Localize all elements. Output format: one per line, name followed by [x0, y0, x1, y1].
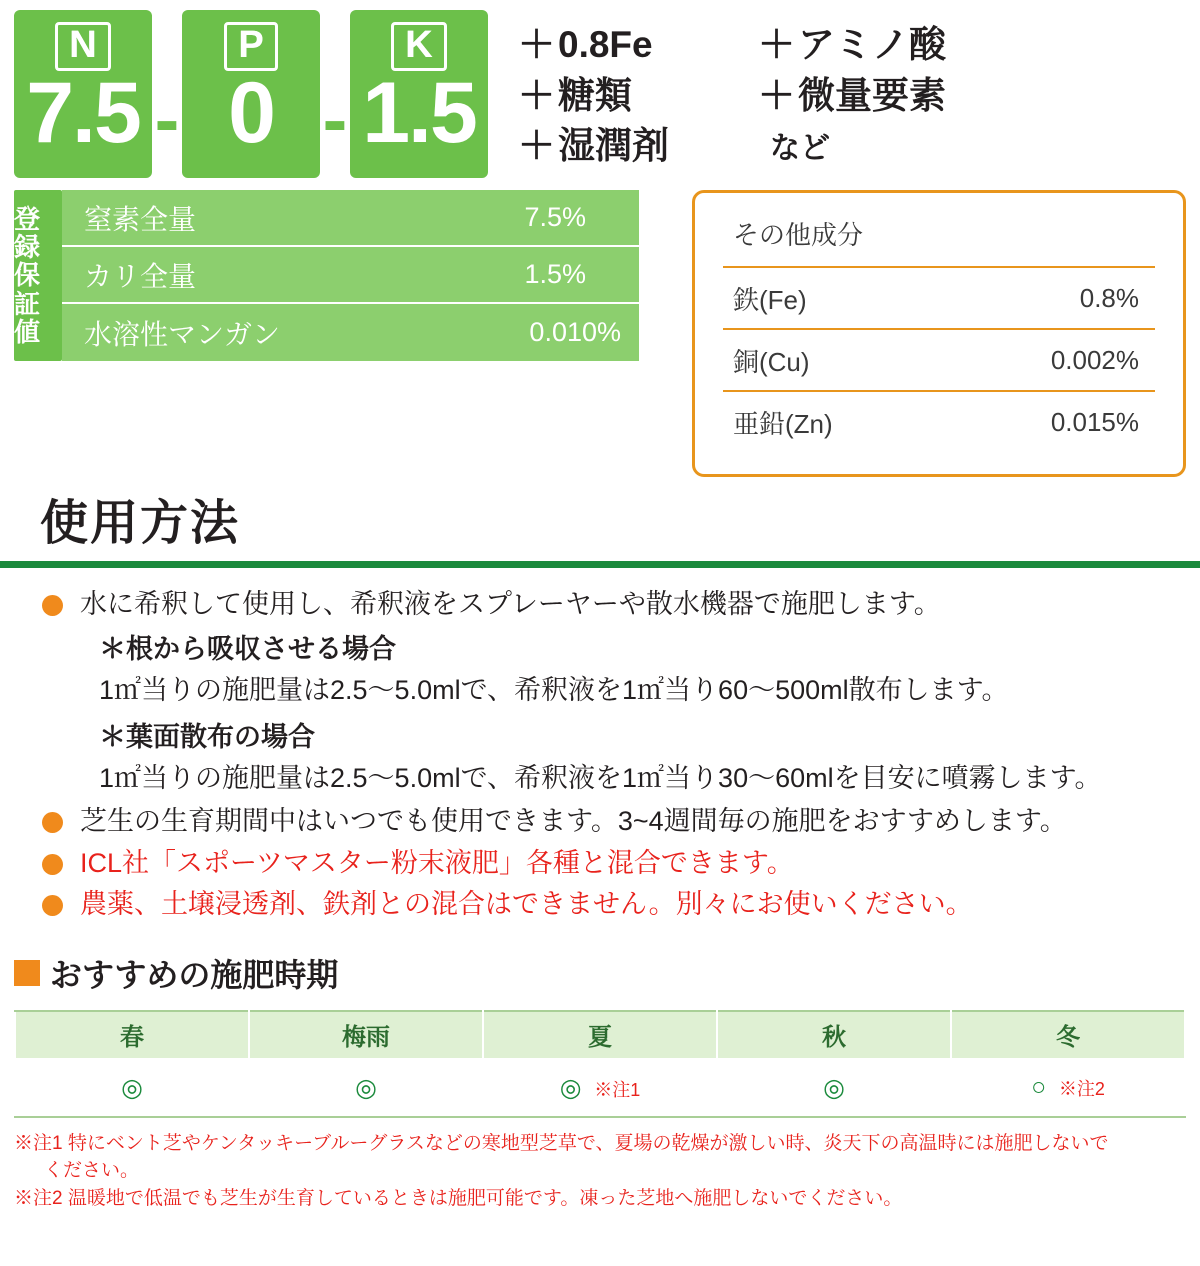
extra-item-amino	[758, 24, 946, 67]
season-note-1-line-2: ください。	[44, 1160, 140, 1182]
other-name-zn: 亜鉛(Zn)	[733, 408, 833, 439]
season-mark-summer: ◎	[559, 1073, 582, 1102]
npk-box-k	[350, 10, 488, 178]
usage-sub1-body: 1㎡当りの施肥量は2.5〜5.0mlで、希釈液を1㎡当り60〜500ml散布します。	[99, 675, 1009, 706]
npk-dash-2: -	[322, 78, 348, 161]
npk-box-n	[14, 10, 152, 178]
season-cell-summer	[483, 1059, 717, 1117]
bullet-dot-icon	[42, 854, 63, 875]
guarantee-rows	[62, 190, 639, 361]
list-item	[42, 886, 1200, 922]
extra-label-wetting: 湿潤剤	[558, 125, 669, 167]
season-header-autumn: 秋	[717, 1011, 951, 1059]
npk-value-k: 1.5	[362, 65, 476, 161]
season-mark-rainy: ◎	[355, 1073, 377, 1102]
usage-line-4: 農薬、土壌浸透剤、鉄剤との混合はできません。別々にお使いください。	[80, 889, 973, 920]
list-item	[42, 803, 1200, 839]
guarantee-name-1: 窒素全量	[84, 203, 197, 235]
extra-item-trace	[758, 75, 946, 118]
usage-line-2: 芝生の生育期間中はいつでも使用できます。3~4週間毎の施肥をおすすめします。	[80, 806, 1067, 837]
bullet-dot-icon	[42, 812, 63, 833]
season-header-rainy: 梅雨	[249, 1011, 483, 1059]
plus-sign: ＋	[518, 125, 555, 167]
extra-item-sugar	[518, 75, 758, 118]
extra-ingredients	[518, 10, 946, 168]
table-row	[723, 330, 1155, 392]
npk-header	[0, 0, 1200, 190]
table-row	[723, 392, 1155, 452]
extra-item-wetting	[518, 125, 758, 168]
other-value-fe: 0.8%	[1079, 282, 1139, 313]
season-cell-spring	[15, 1059, 249, 1117]
plus-sign: ＋	[758, 24, 795, 65]
usage-subsection-root	[42, 627, 1200, 795]
extra-label-trace: 微量要素	[798, 74, 946, 116]
plus-sign: ＋	[518, 74, 555, 116]
table-row	[62, 304, 639, 361]
table-row	[62, 247, 639, 304]
list-item	[42, 586, 1200, 622]
table-row	[62, 190, 639, 247]
composition-tables	[0, 190, 1200, 480]
table-row	[723, 268, 1155, 330]
list-item	[42, 845, 1200, 881]
other-name-cu: 銅(Cu)	[733, 346, 810, 377]
season-cell-autumn	[717, 1059, 951, 1117]
extra-item-fe	[518, 24, 758, 67]
bullet-dot-icon	[42, 595, 63, 616]
npk-value-p: 0	[228, 65, 274, 161]
npk-dash-1: -	[154, 78, 180, 161]
season-note-ref-winter: ※注2	[1058, 1079, 1105, 1100]
guarantee-name-3: 水溶性マンガン	[84, 318, 281, 350]
season-heading	[0, 928, 1200, 1006]
season-mark-spring: ◎	[121, 1073, 143, 1102]
other-name-fe: 鉄(Fe)	[733, 284, 807, 315]
square-bullet-icon	[14, 960, 40, 986]
usage-line-1: 水に希釈して使用し、希釈液をスプレーヤーや散水機器で施肥します。	[80, 589, 941, 619]
season-cell-winter	[951, 1059, 1185, 1117]
guarantee-table-label: 登録保証値	[14, 190, 62, 361]
npk-boxes	[14, 10, 488, 178]
usage-title: 使用方法	[40, 497, 241, 550]
season-note-1-line-1: ※注1 特にベント芝やケンタッキーブルーグラスなどの寒地型芝草で、夏場の乾燥が激しい時、炎天下の高温時には施肥しないで	[14, 1132, 1109, 1154]
npk-value-n: 7.5	[26, 65, 140, 161]
season-mark-autumn: ◎	[823, 1073, 845, 1102]
season-notes	[0, 1118, 1200, 1213]
plus-sign: ＋	[758, 74, 795, 116]
usage-sub2-body: 1㎡当りの施肥量は2.5〜5.0mlで、希釈液を1㎡当り30〜60mlを目安に噴霧します。	[99, 763, 1102, 794]
npk-box-p	[182, 10, 320, 178]
extra-label-amino: アミノ酸	[798, 24, 946, 65]
season-note-2: ※注2 温暖地で低温でも芝生が生育しているときは施肥可能です。凍った芝地へ施肥しないでください。	[14, 1187, 903, 1209]
npk-letter-p: P	[224, 22, 277, 71]
guarantee-name-2: カリ全量	[84, 260, 197, 292]
table-row	[15, 1059, 1185, 1117]
usage-divider	[0, 561, 1200, 568]
npk-letter-k: K	[391, 22, 446, 71]
table-header-row	[15, 1011, 1185, 1059]
season-cell-rainy	[249, 1059, 483, 1117]
season-header-spring: 春	[15, 1011, 249, 1059]
other-value-zn: 0.015%	[1050, 406, 1139, 437]
other-components-header: その他成分	[723, 211, 1155, 268]
extra-item-suffix	[758, 125, 946, 168]
usage-list	[0, 586, 1200, 923]
season-section	[0, 928, 1200, 1213]
season-note-ref-summer: ※注1	[594, 1079, 641, 1100]
npk-letter-n: N	[55, 22, 110, 71]
bullet-dot-icon	[42, 895, 63, 916]
usage-sub2-heading: ＊葉面散布の場合	[99, 722, 315, 753]
season-mark-winter: ○	[1031, 1073, 1047, 1102]
other-components-table	[692, 190, 1186, 477]
other-value-cu: 0.002%	[1050, 344, 1139, 375]
season-title: おすすめの施肥時期	[50, 956, 339, 993]
extra-label-sugar: 糖類	[558, 74, 632, 116]
extra-label-fe: 0.8Fe	[558, 24, 653, 65]
season-header-winter: 冬	[951, 1011, 1185, 1059]
usage-line-3: ICL社「スポーツマスター粉末液肥」各種と混合できます。	[80, 847, 794, 878]
season-table	[14, 1010, 1186, 1118]
usage-section	[0, 480, 1200, 923]
guarantee-table	[14, 190, 639, 361]
plus-sign: ＋	[518, 24, 555, 65]
usage-sub1-heading: ＊根から吸収させる場合	[99, 634, 396, 665]
extra-suffix-label: など	[770, 132, 830, 166]
guarantee-value-2: 1.5%	[524, 259, 586, 289]
guarantee-value-3: 0.010%	[529, 317, 621, 347]
season-header-summer: 夏	[483, 1011, 717, 1059]
guarantee-value-1: 7.5%	[524, 202, 586, 232]
